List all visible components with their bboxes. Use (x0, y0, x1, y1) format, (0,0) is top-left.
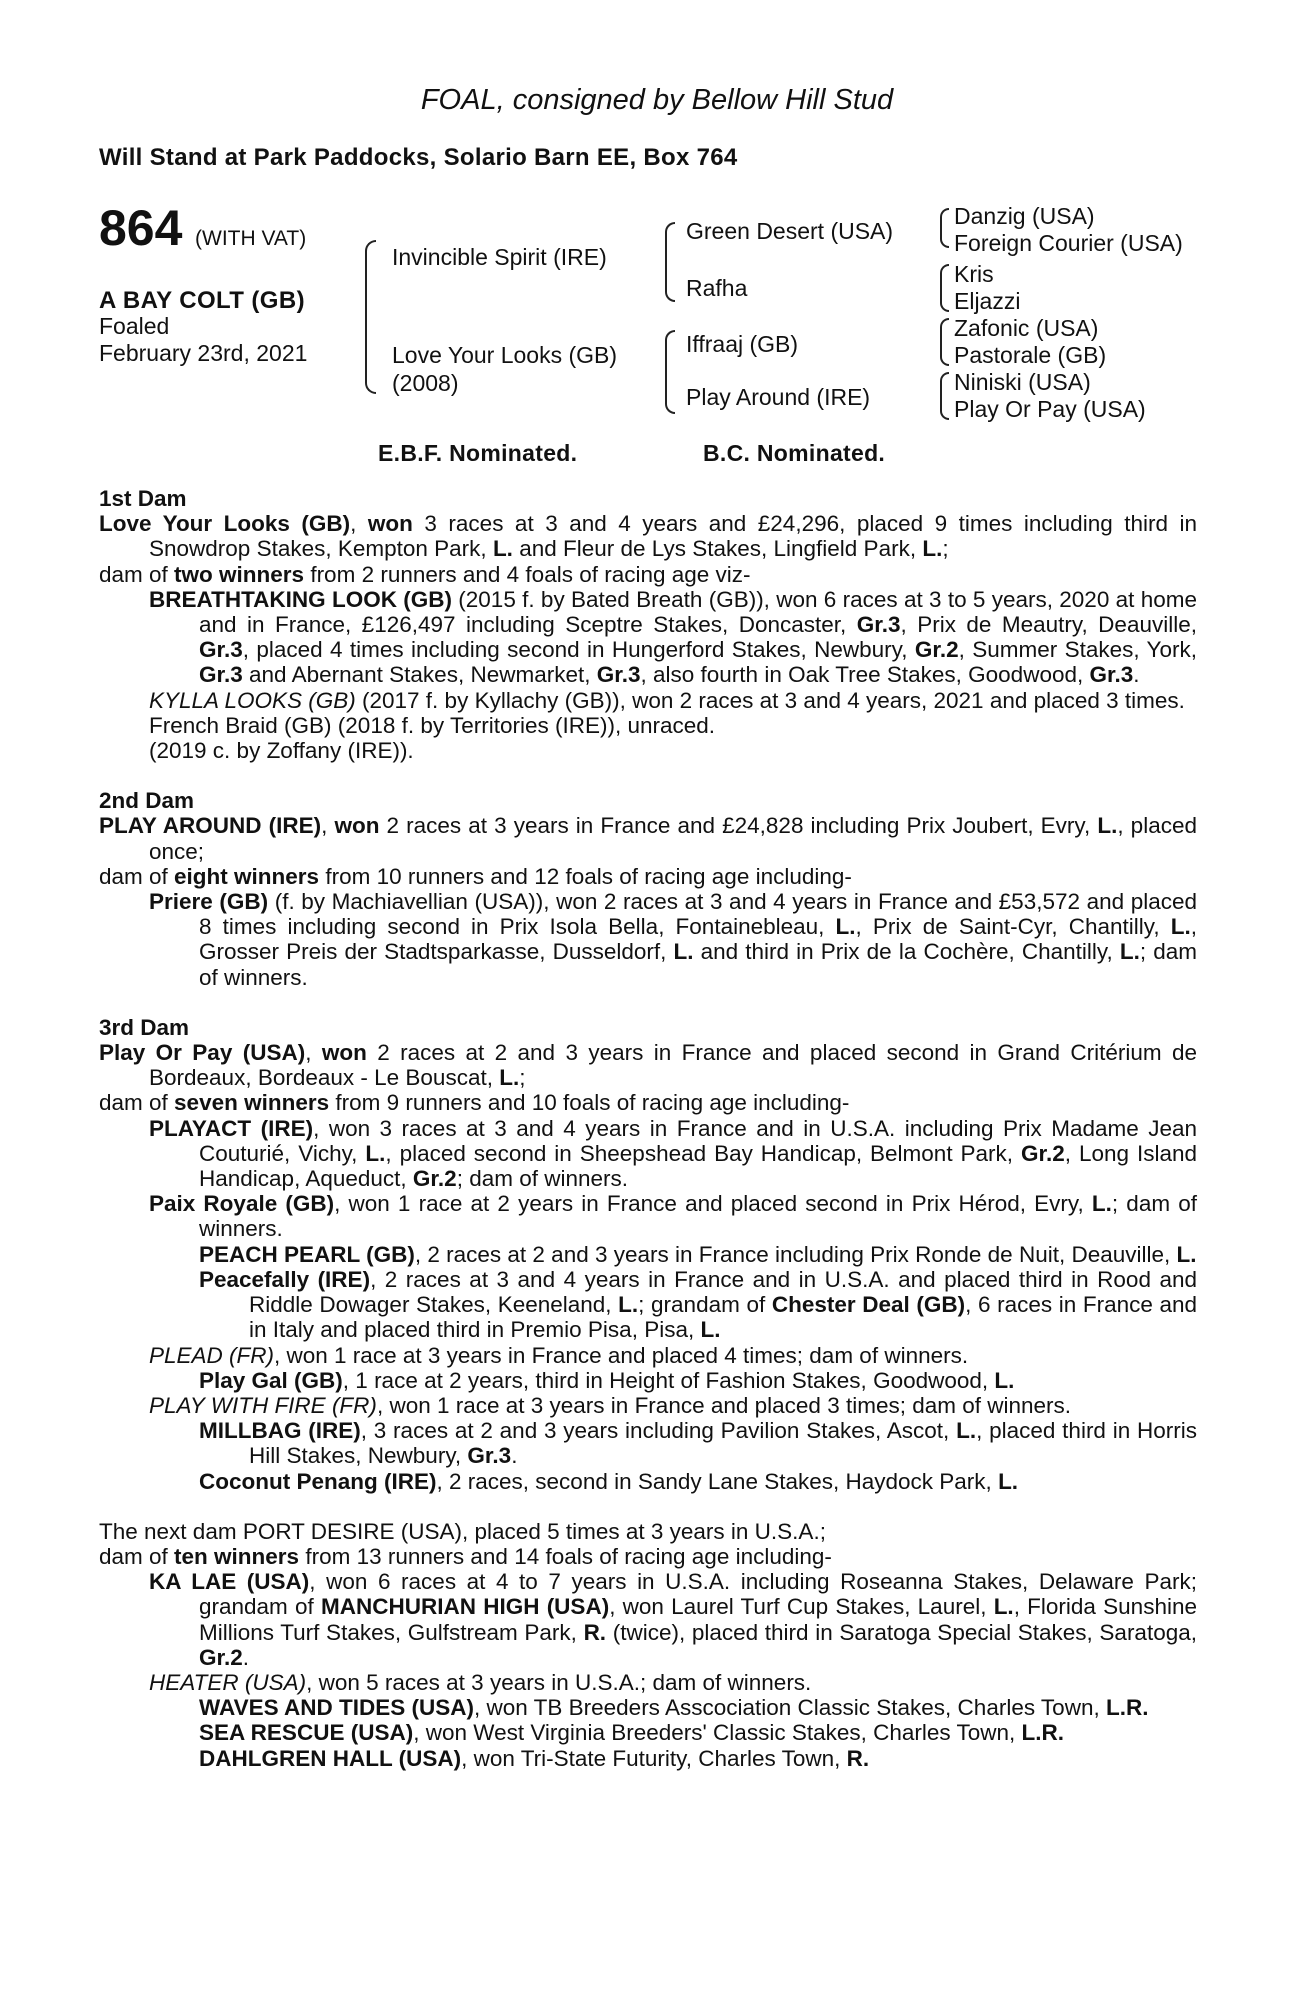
pedigree-sss: Danzig (USA) (954, 203, 1095, 229)
produce-peacefally (99, 1267, 1197, 1343)
third-dam-name: Play Or Pay (USA) (99, 1040, 306, 1066)
grade-label: Gr.3 (1089, 662, 1134, 688)
listed-label: L. (1170, 914, 1191, 940)
dam-of-label: dam of (99, 863, 175, 889)
pedigree-sds: Kris (954, 261, 994, 287)
listed-label: L. (1119, 939, 1140, 965)
listed-label: L. (956, 1418, 977, 1444)
first-dam-text: and Fleur de Lys Stakes, Lingfield Park, (512, 536, 923, 562)
listed-label: L. (1091, 1191, 1112, 1217)
produce-paix-royale (99, 1191, 1197, 1241)
produce-text: , won TB Breeders Asscociation Classic Stakes, Charles Town, (474, 1695, 1106, 1721)
listed-label: L. (835, 914, 856, 940)
horse-name: MANCHURIAN HIGH (USA) (321, 1594, 610, 1620)
listed-label: L. (993, 1594, 1014, 1620)
second-dam-heading: 2nd Dam (99, 788, 195, 814)
restricted-label: R. (846, 1745, 870, 1771)
produce-waves-and-tides (99, 1695, 1197, 1720)
produce-text: , won Tri-State Futurity, Charles Town, (461, 1745, 847, 1771)
produce-millbag (99, 1418, 1197, 1468)
produce-text: , placed third in Horris Hill Stakes, Newbury, (249, 1418, 1197, 1469)
won-label: won (367, 511, 413, 537)
won-label: won (321, 1040, 367, 1066)
produce-peach-pearl (99, 1242, 1197, 1267)
dam-of-label: dam of (99, 1090, 175, 1116)
grade-label: Gr.2 (1020, 1140, 1065, 1166)
bc-nomination: B.C. Nominated. (703, 440, 886, 466)
pedigree-dam-year: (2008) (392, 370, 459, 396)
grade-label: Gr.3 (596, 662, 641, 688)
consignor-line: FOAL, consigned by Bellow Hill Stud (420, 84, 894, 116)
produce-text: and Abernant Stakes, Newmarket, (242, 662, 597, 688)
pedigree-dsd: Pastorale (GB) (954, 342, 1107, 368)
second-dam-produce-summary (99, 864, 1197, 889)
produce-text: , Summer Stakes, York, (958, 637, 1197, 663)
pedigree-sire-dam: Rafha (686, 275, 748, 301)
produce-text: , 3 races at 2 and 3 years including Pavilion Stakes, Ascot, (360, 1418, 957, 1444)
horse-name: Play Gal (GB) (199, 1367, 343, 1393)
produce-text: . (1133, 662, 1140, 688)
winners-count: seven winners (174, 1090, 330, 1116)
horse-name: PLAY WITH FIRE (FR) (149, 1392, 377, 1418)
dam-of-label: dam of (99, 561, 175, 587)
second-dam-name: PLAY AROUND (IRE) (99, 813, 322, 839)
horse-name: DAHLGREN HALL (USA) (199, 1745, 462, 1771)
horse-name: HEATER (USA) (149, 1669, 307, 1695)
third-dam-text: ; (519, 1065, 526, 1091)
first-dam-record: Love Your Looks (GB), won 3 races at 3 and 4 years and £24,296, placed 9 times including third in Snowdrop Stakes, Kempton Park, L. and Fleur de Lys Stakes, Lingfield Park, L.; (99, 511, 1197, 562)
pedigree-dss: Zafonic (USA) (954, 315, 1099, 341)
produce-sea-rescue (99, 1720, 1197, 1745)
produce-text: , Florida Sunshine Millions Turf Stakes, Gulfstream Park, (199, 1594, 1197, 1645)
produce-text: , placed second in Sheepshead Bay Handicap, Belmont Park, (385, 1140, 1021, 1166)
produce-play-gal (99, 1368, 1197, 1393)
produce-text: , won West Virginia Breeders' Classic Stakes, Charles Town, (413, 1720, 1022, 1746)
produce-heater (99, 1670, 1197, 1695)
grade-label: Gr.2 (412, 1166, 457, 1192)
listed-label: L. (492, 536, 513, 562)
next-dam-produce-summary (99, 1544, 1197, 1569)
produce-text: , 1 race at 2 years, third in Height of Fashion Stakes, Goodwood, (342, 1367, 995, 1393)
produce-text: , 2 races, second in Sandy Lane Stakes, Haydock Park, (436, 1468, 999, 1494)
horse-name: MILLBAG (IRE) (199, 1418, 361, 1444)
grade-label: Gr.2 (199, 1644, 243, 1670)
listed-label: L. (922, 536, 943, 562)
pedigree-brace-dam (665, 330, 675, 414)
produce-text: , won 5 races at 3 years in U.S.A.; dam of winners. (306, 1669, 812, 1695)
produce-text: ; grandam of (638, 1292, 772, 1318)
produce-play-with-fire (99, 1393, 1197, 1418)
produce-2019-colt: (2019 c. by Zoffany (IRE)). (149, 738, 414, 764)
vat-label: (WITH VAT) (195, 227, 307, 250)
horse-name: KA LAE (USA) (149, 1569, 310, 1595)
produce-text: (2015 f. by Bated Breath (GB)), won 6 races at 3 to 5 years, 2020 at home and in France, £126,497 including Sceptre Stakes, Doncaster, (199, 586, 1197, 638)
third-dam-heading: 3rd Dam (99, 1014, 190, 1040)
foaled-info (99, 313, 307, 367)
winners-count: two winners (174, 561, 305, 587)
pedigree-sire-sire: Green Desert (USA) (686, 218, 894, 244)
horse-name: KYLLA LOOKS (GB) (149, 687, 356, 713)
pedigree-dam-sire: Iffraaj (GB) (686, 331, 799, 357)
produce-plead (99, 1343, 1197, 1368)
won-label: won (334, 813, 380, 839)
produce-text: , won 3 races at 3 and 4 years in France and in U.S.A. including Prix Madame Jean Couturié, Vichy, (199, 1115, 1197, 1166)
produce-text: from 13 runners and 14 foals of racing age including- (299, 1543, 832, 1569)
ebf-nomination: E.B.F. Nominated. (378, 440, 578, 466)
pedigree-dam: Love Your Looks (GB) (392, 342, 618, 368)
produce-priere (99, 889, 1197, 990)
pedigree-brace-sd (940, 264, 949, 312)
produce-text: ; dam of winners. (199, 1191, 1197, 1242)
listed-restricted-label: L.R. (1021, 1720, 1065, 1746)
produce-text: , 2 races at 3 and 4 years in France and in U.S.A. and placed third in Rood and Riddle Dowager Stakes, Keeneland, (249, 1266, 1197, 1318)
produce-ka-lae (99, 1569, 1197, 1670)
horse-name: Coconut Penang (IRE) (199, 1468, 437, 1494)
horse-name: SEA RESCUE (USA) (199, 1720, 414, 1746)
produce-text: , Long Island Handicap, Aqueduct, (199, 1140, 1197, 1192)
horse-name: PLAYACT (IRE) (149, 1115, 314, 1141)
listed-label: L. (700, 1317, 721, 1343)
produce-breathtaking-look (99, 587, 1197, 688)
grade-label: Gr.3 (467, 1443, 512, 1469)
first-dam-heading: 1st Dam (99, 486, 187, 511)
produce-text: , won 1 race at 3 years in France and placed 3 times; dam of winners. (376, 1392, 1072, 1418)
produce-text: ; dam of winners. (456, 1166, 629, 1192)
pedigree-ssd: Foreign Courier (USA) (954, 230, 1183, 256)
listed-label: L. (499, 1065, 520, 1091)
first-dam-name: Love Your Looks (GB) (99, 511, 351, 537)
foaled-date: February 23rd, 2021 (99, 340, 308, 366)
restricted-label: R. (583, 1619, 607, 1645)
listed-label: L. (618, 1292, 639, 1318)
horse-name: PEACH PEARL (GB) (199, 1241, 415, 1267)
produce-text: (f. by Machiavellian (USA)), won 2 races at 3 and 4 years in France and £53,572 and placed 8 times including second in Prix Isola Bella, Fontainebleau, (199, 889, 1197, 940)
dam-of-label: dam of (99, 1543, 175, 1569)
horse-name: Priere (GB) (149, 889, 269, 915)
listed-label: L. (998, 1468, 1019, 1494)
second-dam-record: PLAY AROUND (IRE), won 2 races at 3 years in France and £24,828 including Prix Joubert, Evry, L., placed once; (99, 813, 1197, 864)
produce-text: from 10 runners and 12 foals of racing age including- (319, 863, 852, 889)
third-dam-text: 2 races at 2 and 3 years in France and placed second in Grand Critérium de Bordeaux, Bordeaux - Le Bouscat, (149, 1040, 1197, 1091)
produce-text: , won Laurel Turf Cup Stakes, Laurel, (609, 1594, 994, 1620)
pedigree-notes (99, 486, 1197, 1771)
winners-count: eight winners (174, 863, 320, 889)
pedigree-brace-main (365, 240, 376, 394)
produce-text: , Prix de Saint-Cyr, Chantilly, (855, 914, 1171, 940)
listed-label: L. (994, 1367, 1015, 1393)
pedigree-brace-sire (665, 222, 675, 302)
second-dam-text: 2 races at 3 years in France and £24,828 including Prix Joubert, Evry, (379, 813, 1098, 839)
grade-label: Gr.2 (914, 637, 959, 663)
first-dam-produce-summary (99, 562, 1197, 587)
next-dam-record: The next dam PORT DESIRE (USA), placed 5 times at 3 years in U.S.A.; (99, 1518, 826, 1544)
produce-text: from 2 runners and 4 foals of racing age viz- (304, 561, 751, 587)
third-dam-produce-summary (99, 1090, 1197, 1115)
pedigree-brace-ds (940, 318, 949, 366)
produce-text: . (511, 1443, 518, 1469)
pedigree-brace-dd (940, 372, 949, 420)
produce-text: , Prix de Meautry, Deauville, (900, 612, 1197, 638)
produce-text: , also fourth in Oak Tree Stakes, Goodwood, (640, 662, 1090, 688)
pedigree-ddd: Play Or Pay (USA) (954, 396, 1146, 422)
produce-text: ; dam of winners. (199, 939, 1197, 990)
pedigree-sdd: Eljazzi (954, 288, 1021, 314)
first-dam-text: ; (942, 536, 949, 562)
listed-restricted-label: L.R. (1105, 1695, 1149, 1721)
lot-number: 864 (99, 200, 183, 256)
pedigree-dam-dam: Play Around (IRE) (686, 384, 871, 410)
produce-text: . (242, 1644, 250, 1670)
horse-name: WAVES AND TIDES (USA) (199, 1695, 475, 1721)
pedigree-sire: Invincible Spirit (IRE) (392, 244, 607, 270)
produce-text: , 2 races at 2 and 3 years in France including Prix Ronde de Nuit, Deauville, (414, 1241, 1177, 1267)
grade-label: Gr.3 (199, 637, 243, 663)
produce-text: , won 1 race at 3 years in France and placed 4 times; dam of winners. (274, 1342, 969, 1368)
produce-text: (2017 f. by Kyllachy (GB)), won 2 races at 3 and 4 years, 2021 and placed 3 times. (355, 687, 1185, 713)
produce-text: , 6 races in France and in Italy and placed third in Premio Pisa, Pisa, (249, 1292, 1198, 1343)
grade-label: Gr.3 (856, 612, 901, 638)
listed-label: L. (1097, 813, 1118, 839)
produce-french-braid: French Braid (GB) (2018 f. by Territories (IRE)), unraced. (149, 712, 716, 738)
first-dam-text: 3 races at 3 and 4 years and £24,296, placed 9 times including third in Snowdrop Stakes, Kempton Park, (149, 511, 1197, 562)
produce-text: , Grosser Preis der Stadtsparkasse, Dusseldorf, (199, 914, 1197, 965)
pedigree-dds: Niniski (USA) (954, 369, 1091, 395)
produce-text: , won 6 races at 4 to 7 years in U.S.A. including Roseanna Stakes, Delaware Park; grandam of (199, 1569, 1198, 1620)
foaled-label: Foaled (99, 313, 170, 339)
produce-text: , placed 4 times including second in Hungerford Stakes, Newbury, (242, 637, 915, 663)
horse-name: Chester Deal (GB) (771, 1292, 966, 1318)
horse-name: PLEAD (FR) (149, 1342, 275, 1368)
produce-text: , won 1 race at 2 years in France and placed second in Prix Hérod, Evry, (334, 1191, 1092, 1217)
stand-location: Will Stand at Park Paddocks, Solario Barn EE, Box 764 (99, 144, 738, 171)
produce-dahlgren-hall (99, 1746, 1197, 1771)
produce-kylla-looks (99, 688, 1197, 713)
listed-label: L. (365, 1140, 386, 1166)
horse-name: BREATHTAKING LOOK (GB) (149, 586, 452, 612)
produce-text: from 9 runners and 10 foals of racing age including- (329, 1090, 850, 1116)
produce-text: (twice), placed third in Saratoga Special Stakes, Saratoga, (606, 1619, 1197, 1645)
produce-text: and third in Prix de la Cochère, Chantilly, (693, 939, 1120, 965)
winners-count: ten winners (174, 1543, 300, 1569)
horse-name: Paix Royale (GB) (149, 1191, 335, 1217)
produce-playact (99, 1116, 1197, 1192)
listed-label: L. (673, 939, 694, 965)
produce-coconut-penang (99, 1469, 1197, 1494)
pedigree-brace-ss (940, 208, 949, 248)
lot-description: A BAY COLT (GB) (99, 287, 306, 314)
third-dam-record: Play Or Pay (USA), won 2 races at 2 and 3 years in France and placed second in Grand Critérium de Bordeaux, Bordeaux - Le Bouscat, L.; (99, 1040, 1197, 1091)
listed-label: L. (1176, 1241, 1197, 1267)
second-dam-text: , placed once; (149, 813, 1197, 864)
grade-label: Gr.3 (199, 662, 243, 688)
horse-name: Peacefally (IRE) (199, 1266, 371, 1292)
